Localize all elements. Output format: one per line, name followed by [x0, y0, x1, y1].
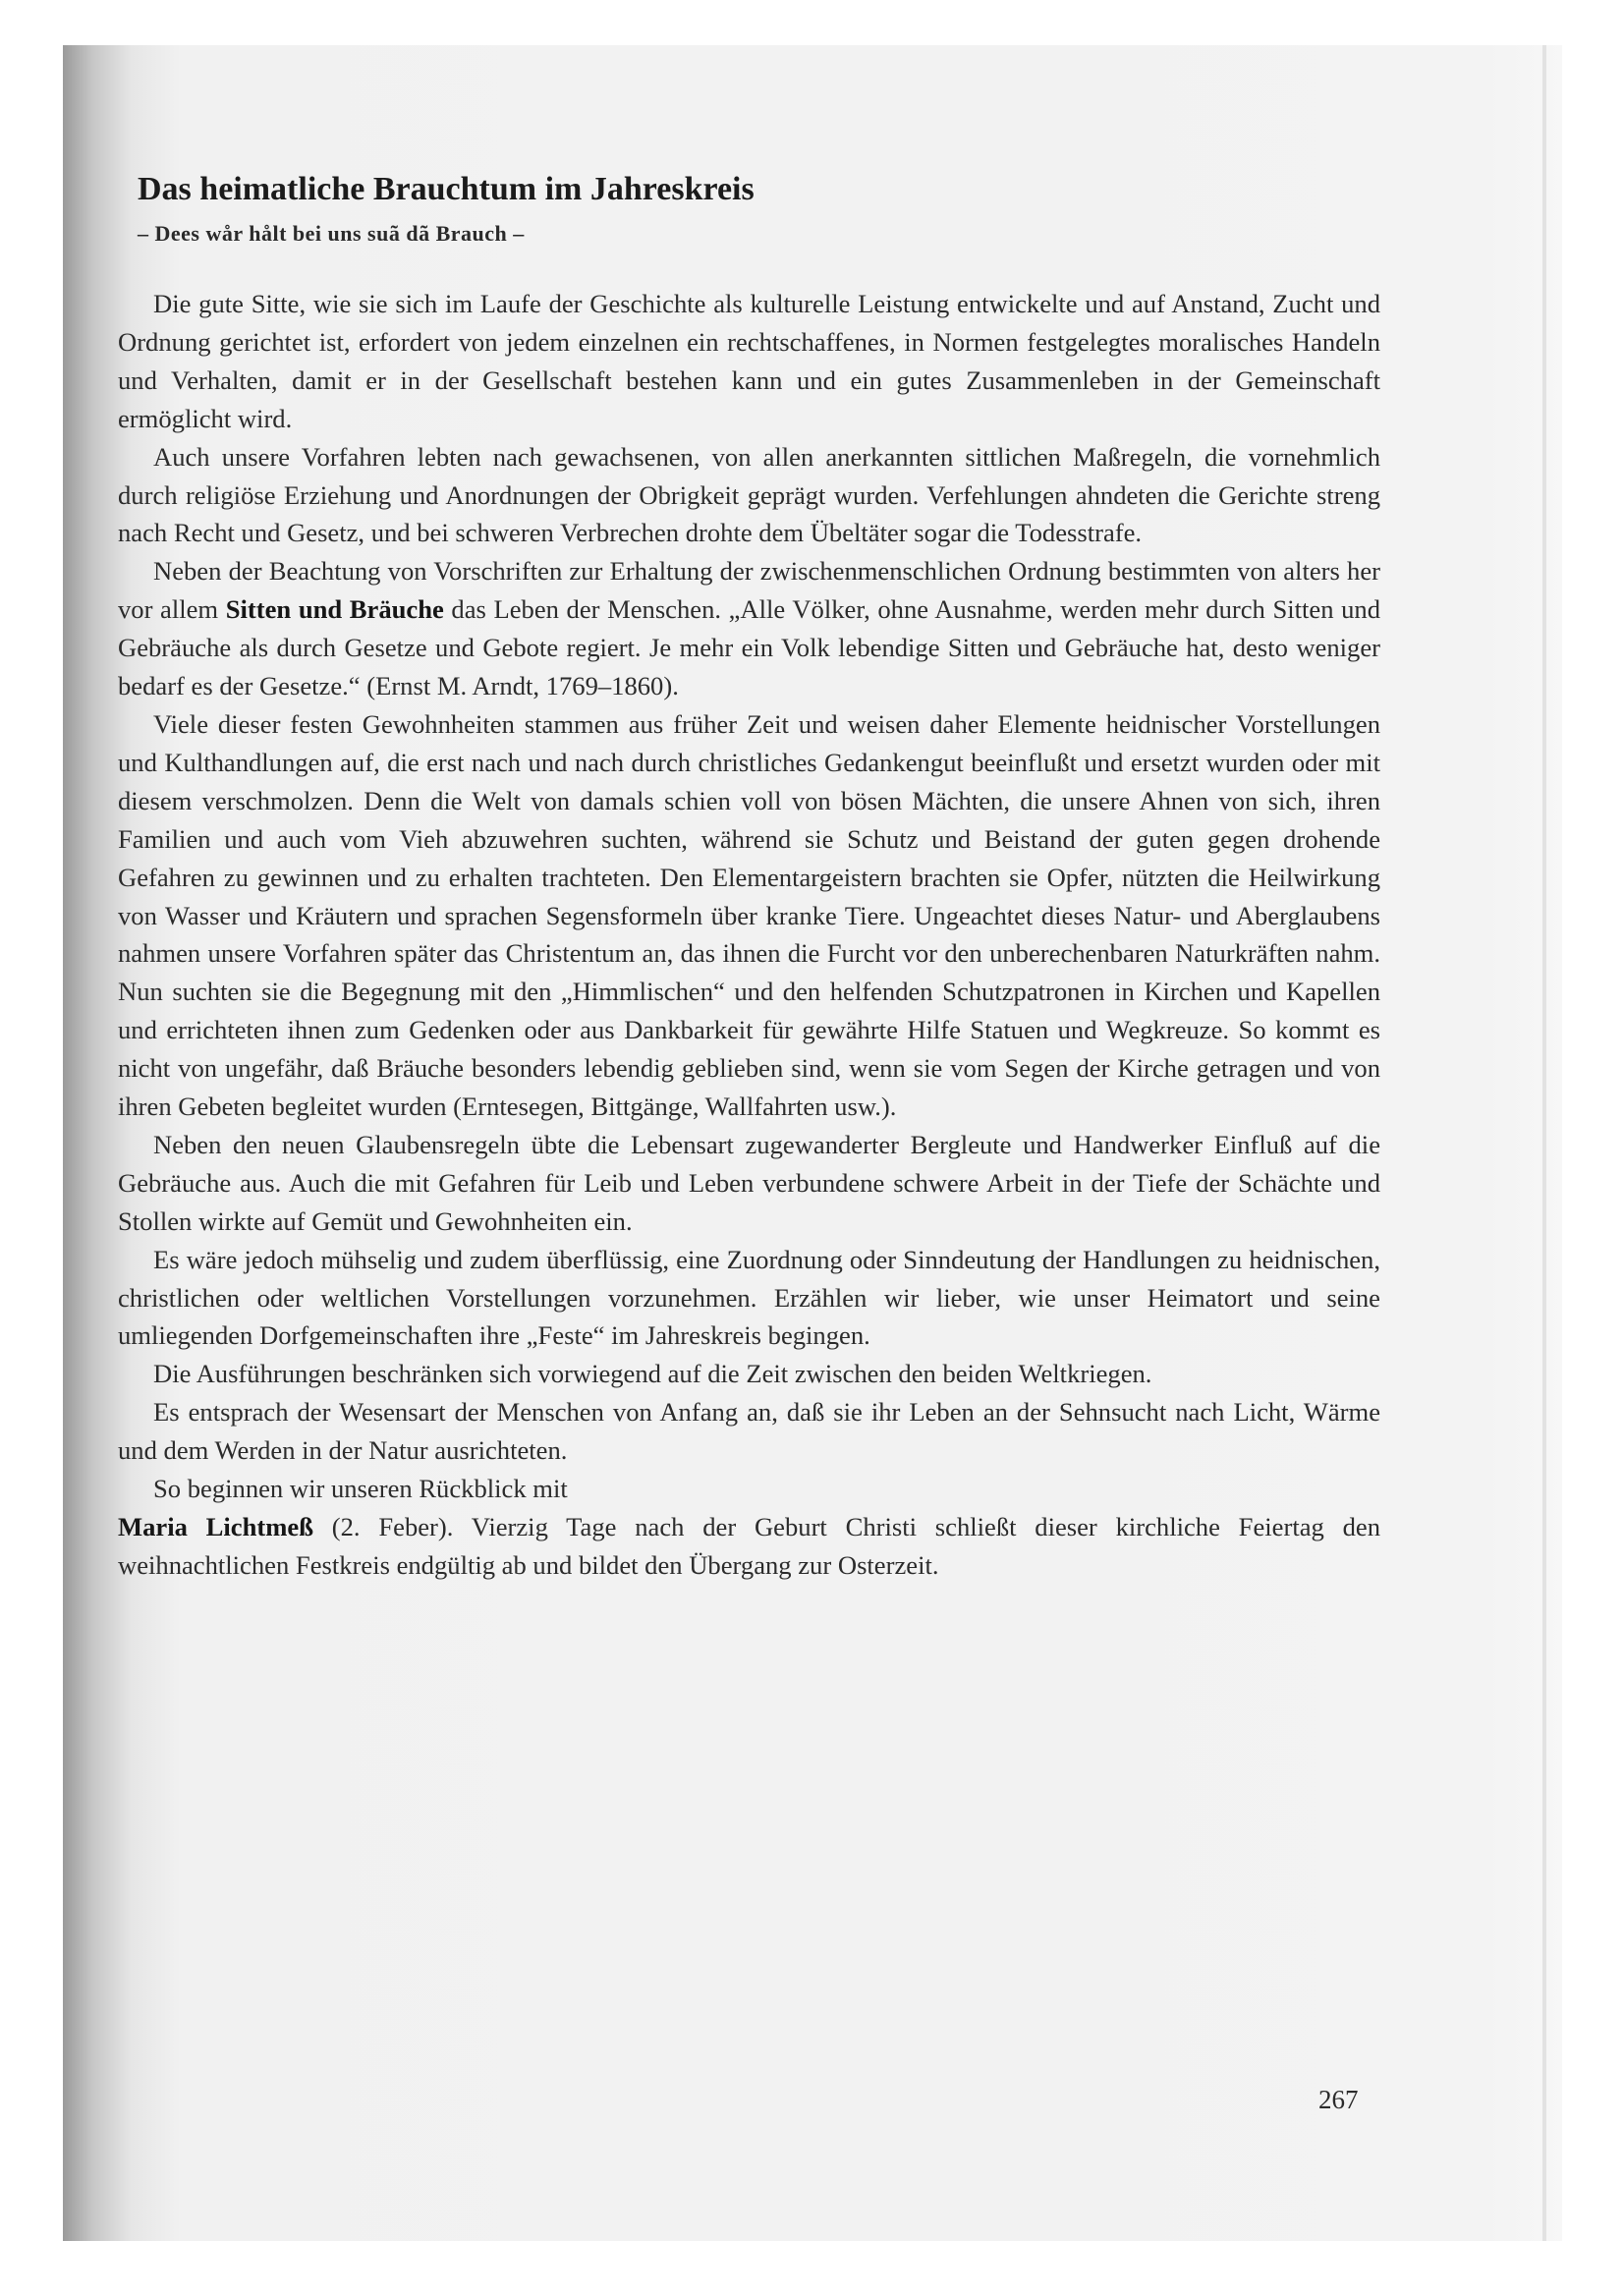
- paragraph-3-bold-term: Sitten und Bräuche: [225, 594, 444, 625]
- paragraph-4: Viele dieser festen Gewohnheiten stammen aus früher Zeit und weisen daher Elemente heidnischer Vorstellungen und Kulthandlungen auf, die erst nach und nach durch christliches Gedankengut beeinflußt und ersetzt wurden oder mit diesem verschmolzen. Denn die Welt von damals schien voll von bösen Mächten, die unsere Ahnen von sich, ihren Familien und auch vom Vieh abzuwehren suchten, während sie Schutz und Beistand der guten gegen drohende Gefahren zu gewinnen und zu erhalten trachteten. Den Elementargeistern brachten sie Opfer, nützten die Heilwirkung von Wasser und Kräutern und sprachen Segensformeln über kranke Tiere. Ungeachtet dieses Natur- und Aberglaubens nahmen unsere Vorfahren später das Christentum an, das ihnen die Furcht vor den unberechenbaren Naturkräften nahm. Nun suchten sie die Begegnung mit den „Himmlischen“ und den helfenden Schutzpatronen in Kirchen und Kapellen und errichteten ihnen zum Gedenken oder aus Dankbarkeit für gewährte Hilfe Statuen und Wegkreuze. So kommt es nicht von ungefähr, daß Bräuche besonders lebendig geblieben sind, wenn sie vom Segen der Kirche getragen und von ihren Gebeten begleitet wurden (Erntesegen, Bittgänge, Wallfahrten usw.).: [118, 708, 1380, 1122]
- paragraph-3-text-before: Neben der Beachtung von Vorschriften zur Erhaltung der zwischenmenschlichen Ordnung bestimmten von alters her vor allem: [118, 556, 1380, 625]
- page-edge: [1542, 45, 1546, 2241]
- page-number: 267: [1318, 2085, 1359, 2114]
- paragraph-9: So beginnen wir unseren Rückblick mit: [153, 1474, 568, 1504]
- paragraph-10: [118, 1508, 1380, 1585]
- page-subtitle: – Dees wår hålt bei uns suã dã Brauch –: [138, 221, 525, 246]
- paragraph-3-text-after: das Leben der Menschen. „Alle Völker, ohne Ausnahme, werden mehr durch Sitten und Gebräuche als durch Gesetze und Gebote regiert. Je mehr ein Volk lebendige Sitten und Gebräuche hat, desto weniger bedarf es der Gesetze.“ (Ernst M. Arndt, 1769–1860).: [118, 594, 1380, 701]
- paragraph-2: Auch unsere Vorfahren lebten nach gewachsenen, von allen anerkannten sittlichen Maßregeln, die vornehmlich durch religiöse Erziehung und Anordnungen der Obrigkeit geprägt wurden. Verfehlungen ahndeten die Gerichte streng nach Recht und Gesetz, und bei schweren Verbrechen drohte dem Übeltäter sogar die Todesstrafe.: [118, 441, 1380, 548]
- page-title: Das heimatliche Brauchtum im Jahreskreis: [138, 171, 755, 207]
- paragraph-10-bold-term: Maria Lichtmeß: [118, 1512, 313, 1541]
- paragraph-3: [118, 552, 1380, 705]
- paragraph-8: Es entsprach der Wesensart der Menschen von Anfang an, daß sie ihr Leben an der Sehnsucht nach Licht, Wärme und dem Werden in der Natur ausrichteten.: [118, 1397, 1380, 1466]
- paragraph-1: Die gute Sitte, wie sie sich im Laufe der Geschichte als kulturelle Leistung entwickelte und auf Anstand, Zucht und Ordnung gerichtet ist, erfordert von jedem einzelnen ein rechtschaffenes, in Normen festgelegtes moralisches Handeln und Verhalten, damit er in der Gesellschaft bestehen kann und ein gutes Zusammenleben in der Gemeinschaft ermöglicht wird.: [118, 289, 1380, 433]
- paragraph-5: Neben den neuen Glaubensregeln übte die Lebensart zugewanderter Bergleute und Handwerker Einfluß auf die Gebräuche aus. Auch die mit Gefahren für Leib und Leben verbundene schwere Arbeit in der Tiefe der Schächte und Stollen wirkte auf Gemüt und Gewohnheiten ein.: [118, 1129, 1380, 1236]
- paragraph-10-text-after: (2. Feber). Vierzig Tage nach der Geburt Christi schließt dieser kirchliche Feiertag den weihnachtlichen Festkreis endgültig ab und bildet den Übergang zur Osterzeit.: [118, 1512, 1380, 1580]
- paragraph-7: Die Ausführungen beschränken sich vorwiegend auf die Zeit zwischen den beiden Weltkriegen.: [153, 1359, 1152, 1389]
- paragraph-6: Es wäre jedoch mühselig und zudem überflüssig, eine Zuordnung oder Sinndeutung der Handlungen zu heidnischen, christlichen oder weltlichen Vorstellungen vorzunehmen. Erzählen wir lieber, wie unser Heimatort und seine umliegenden Dorfgemeinschaften ihre „Feste“ im Jahreskreis begingen.: [118, 1244, 1380, 1351]
- body-text: [118, 285, 1380, 1585]
